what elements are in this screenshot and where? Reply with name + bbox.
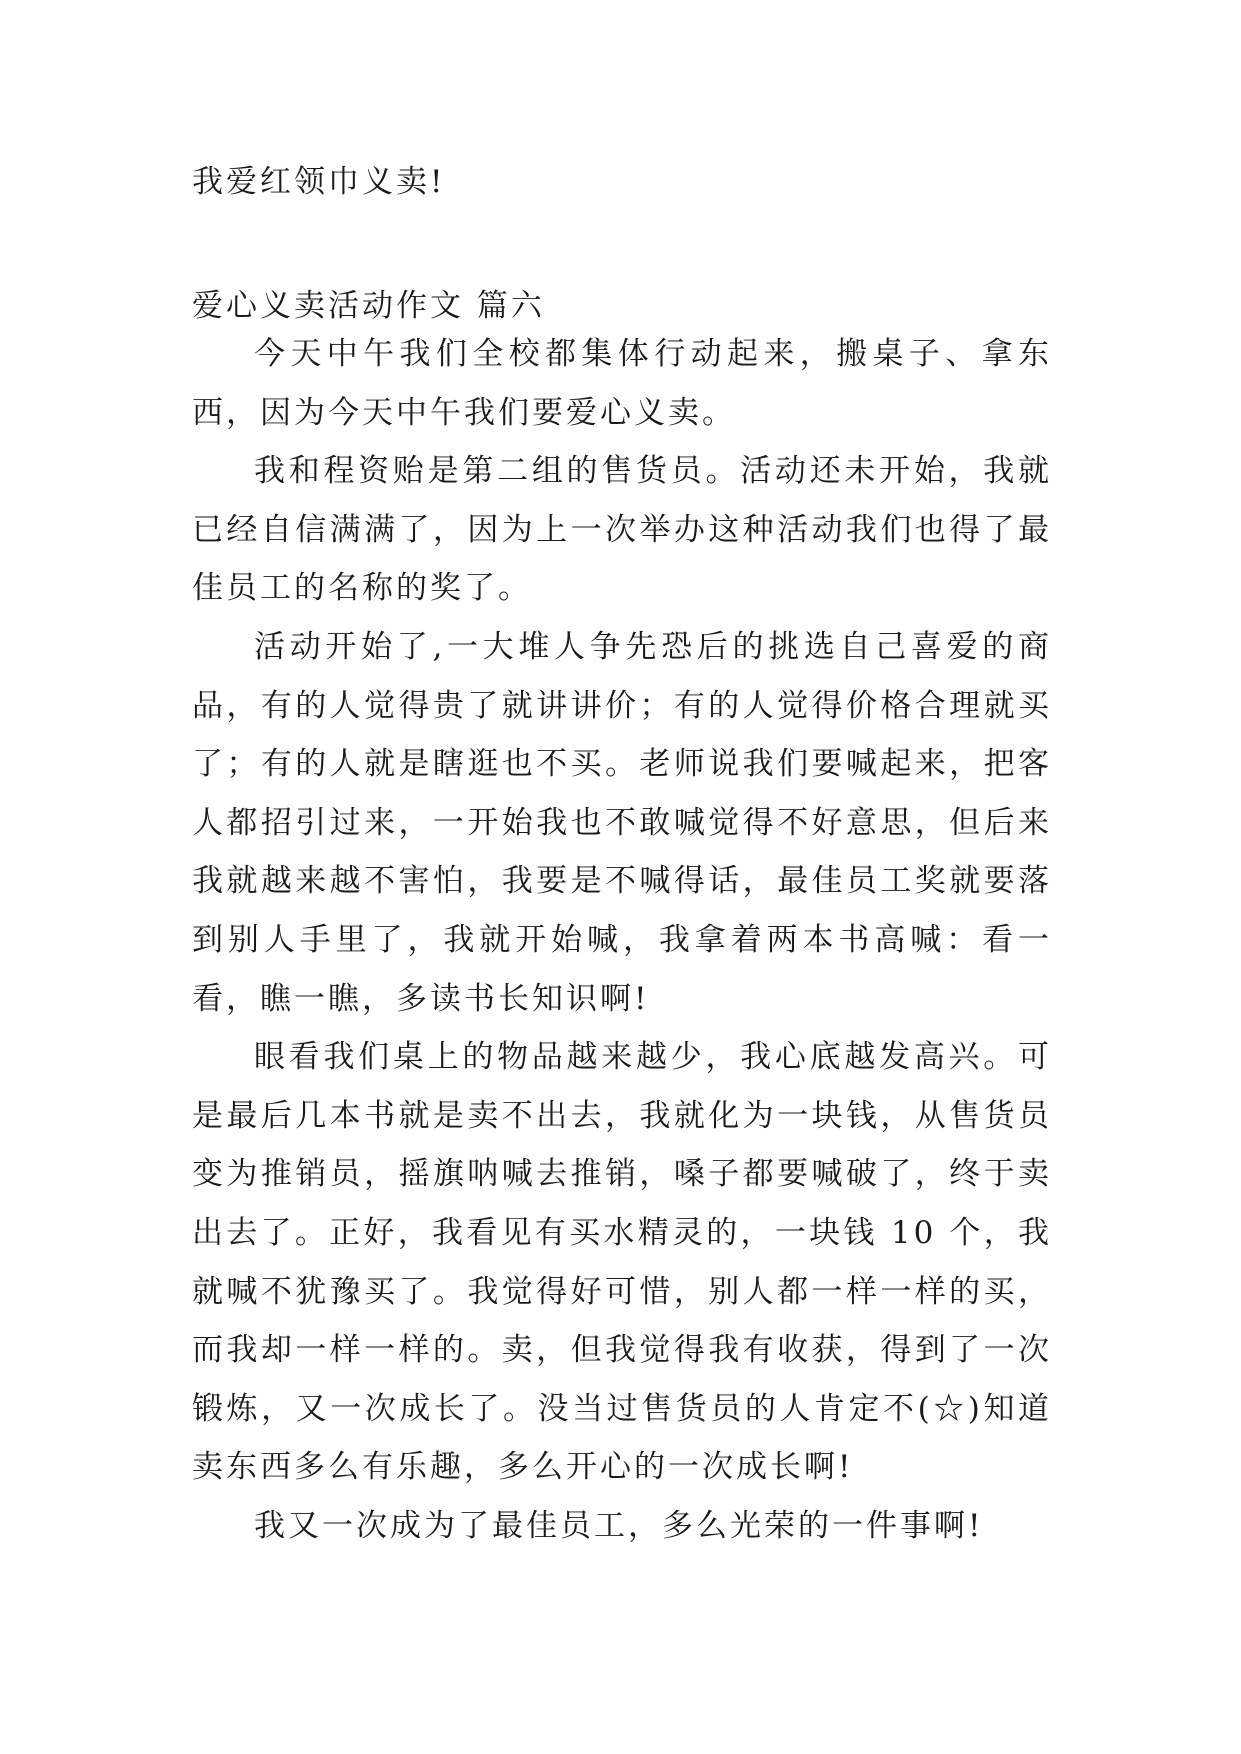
paragraph: 眼看我们桌上的物品越来越少，我心底越发高兴。可是最后几本书就是卖不出去，我就化为一块钱，从售货员变为推销员，摇旗呐喊去推销，嗓子都要喊破了，终于卖出去了。正好，我看见有买水精灵的，一块钱 10 个，我就喊不犹豫买了。我觉得好可惜，别人都一样一样的买，而我却一样一样的。卖，但我觉得我有收获，得到了一次锻炼，又一次成长了。没当过售货员的人肯定不(☆)知道卖东西多么有乐趣，多么开心的一次成长啊! <box>192 1039 1052 1486</box>
closing-line: 我爱红领巾义卖! <box>192 164 446 200</box>
paragraph: 我和程资贻是第二组的售货员。活动还未开始，我就已经自信满满了，因为上一次举办这种活动我们也得了最佳员工的名称的奖了。 <box>192 453 1052 607</box>
essay-body <box>192 325 1052 1555</box>
section-title: 爱心义卖活动作文 篇六 <box>192 288 545 324</box>
paragraph: 我又一次成为了最佳员工，多么光荣的一件事啊! <box>254 1507 984 1544</box>
paragraph: 活动开始了,一大堆人争先恐后的挑选自己喜爱的商品，有的人觉得贵了就讲讲价；有的人觉得价格合理就买了；有的人就是瞎逛也不买。老师说我们要喊起来，把客人都招引过来，一开始我也不敢喊觉得不好意思，但后来我就越来越不害怕，我要是不喊得话，最佳员工奖就要落到别人手里了，我就开始喊，我拿着两本书高喊：看一看，瞧一瞧，多读书长知识啊! <box>192 628 1052 1017</box>
paragraph: 今天中午我们全校都集体行动起来，搬桌子、拿东西，因为今天中午我们要爱心义卖。 <box>192 336 1052 431</box>
